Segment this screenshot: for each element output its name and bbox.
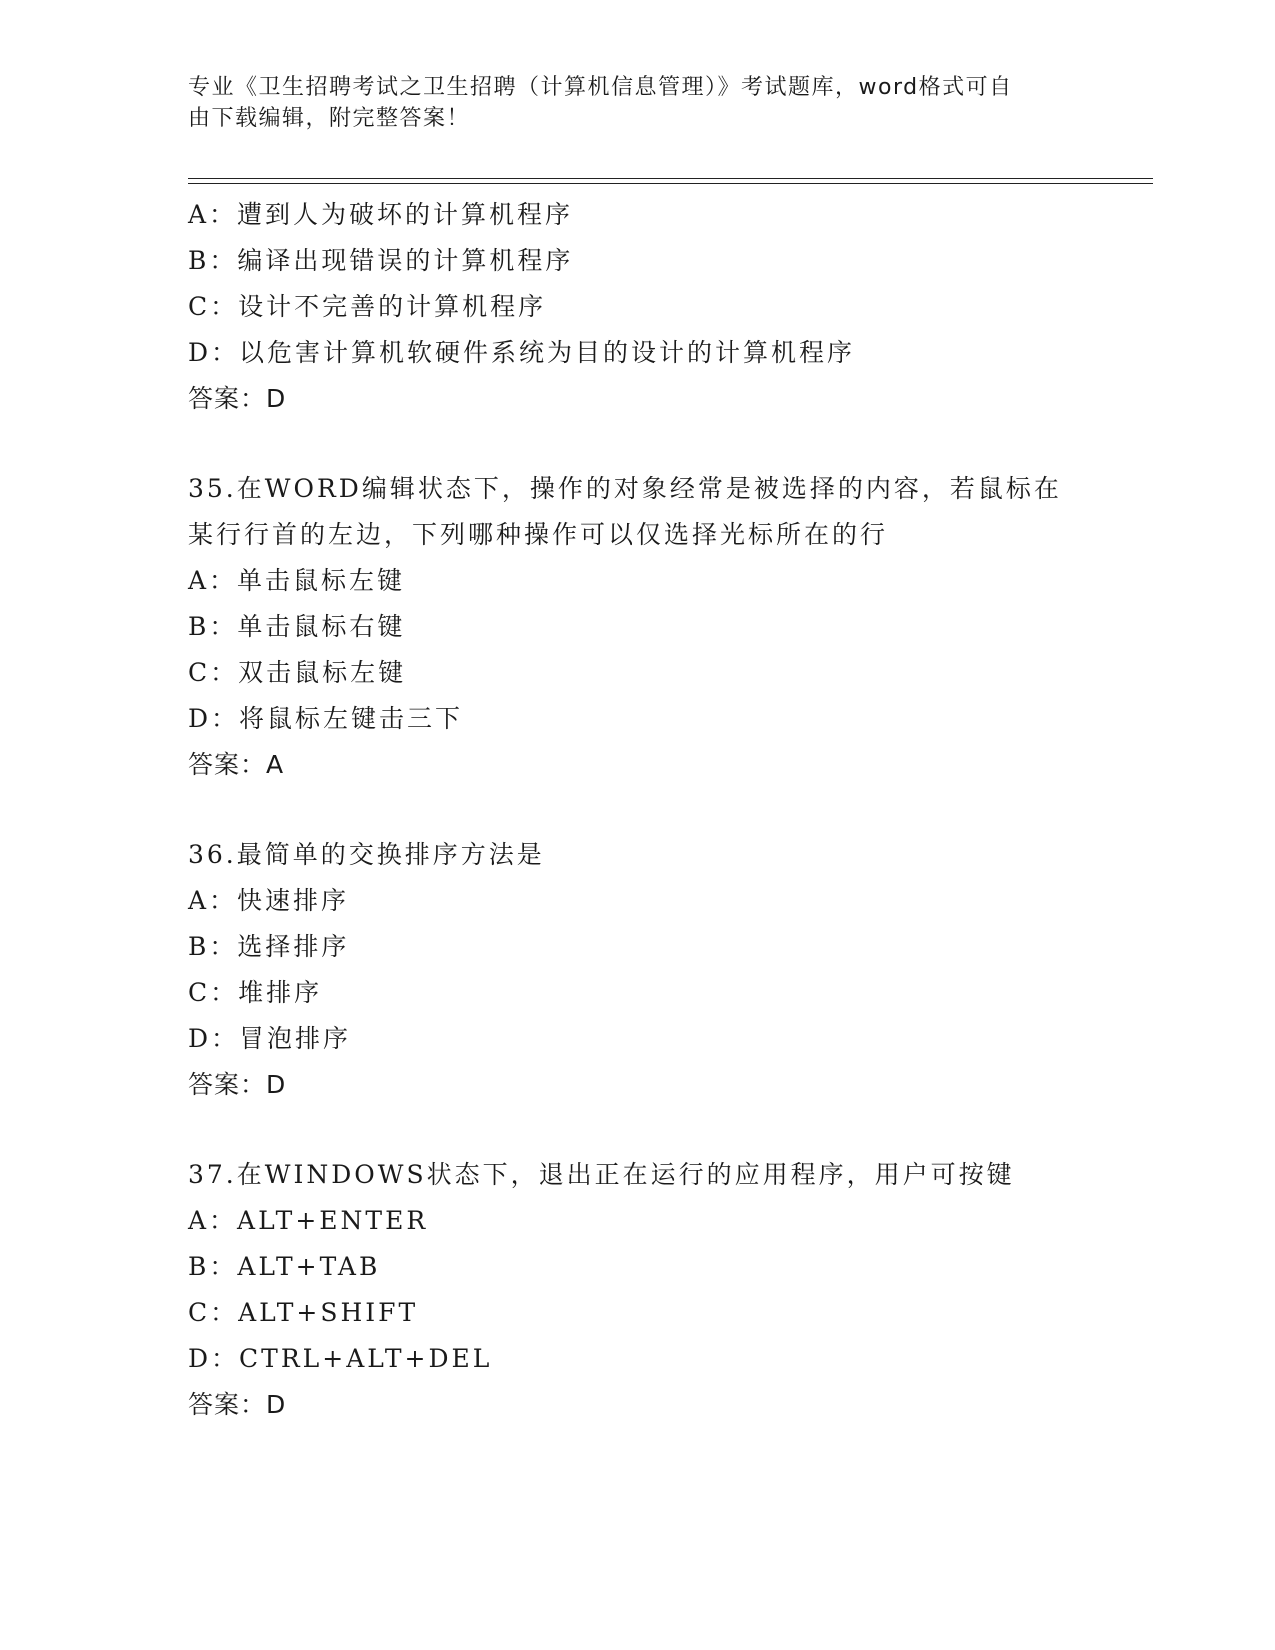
option-a: A：快速排序 <box>188 886 350 915</box>
question-35 <box>188 466 1148 788</box>
option-b: B：选择排序 <box>188 932 350 961</box>
header-line-1: 专业《卫生招聘考试之卫生招聘（计算机信息管理）》考试题库，word格式可自 <box>188 75 1013 100</box>
answer: 答案：A <box>188 750 285 779</box>
spacer <box>188 422 1148 466</box>
question-text: 37.在WINDOWS状态下，退出正在运行的应用程序，用户可按键 <box>188 1160 1015 1189</box>
option-d: D：将鼠标左键击三下 <box>188 704 464 733</box>
question-36 <box>188 832 1148 1108</box>
question-list <box>188 192 1148 1428</box>
answer: 答案：D <box>188 384 287 413</box>
option-c: C：堆排序 <box>188 978 323 1007</box>
option-b: B：单击鼠标右键 <box>188 612 406 641</box>
question-text: 36.最简单的交换排序方法是 <box>188 840 545 869</box>
option-b: B：ALT+TAB <box>188 1252 381 1281</box>
document-header <box>188 72 1068 134</box>
question-34 <box>188 192 1148 422</box>
spacer <box>188 1108 1148 1152</box>
option-a: A：遭到人为破坏的计算机程序 <box>188 200 574 229</box>
option-d: D：以危害计算机软硬件系统为目的设计的计算机程序 <box>188 338 856 367</box>
option-c: C：ALT+SHIFT <box>188 1298 419 1327</box>
option-b: B：编译出现错误的计算机程序 <box>188 246 574 275</box>
option-d: D：冒泡排序 <box>188 1024 352 1053</box>
header-divider-top <box>188 178 1153 179</box>
answer: 答案：D <box>188 1390 287 1419</box>
header-divider-bottom <box>188 183 1153 184</box>
question-text-continued: 某行行首的左边，下列哪种操作可以仅选择光标所在的行 <box>188 520 889 549</box>
answer: 答案：D <box>188 1070 287 1099</box>
question-37 <box>188 1152 1148 1428</box>
option-d: D：CTRL+ALT+DEL <box>188 1344 493 1373</box>
option-c: C：设计不完善的计算机程序 <box>188 292 547 321</box>
option-a: A：单击鼠标左键 <box>188 566 406 595</box>
header-line-2: 由下载编辑，附完整答案！ <box>188 106 471 131</box>
question-text: 35.在WORD编辑状态下，操作的对象经常是被选择的内容，若鼠标在 <box>188 474 1062 503</box>
spacer <box>188 788 1148 832</box>
option-c: C：双击鼠标左键 <box>188 658 407 687</box>
option-a: A：ALT+ENTER <box>188 1206 429 1235</box>
